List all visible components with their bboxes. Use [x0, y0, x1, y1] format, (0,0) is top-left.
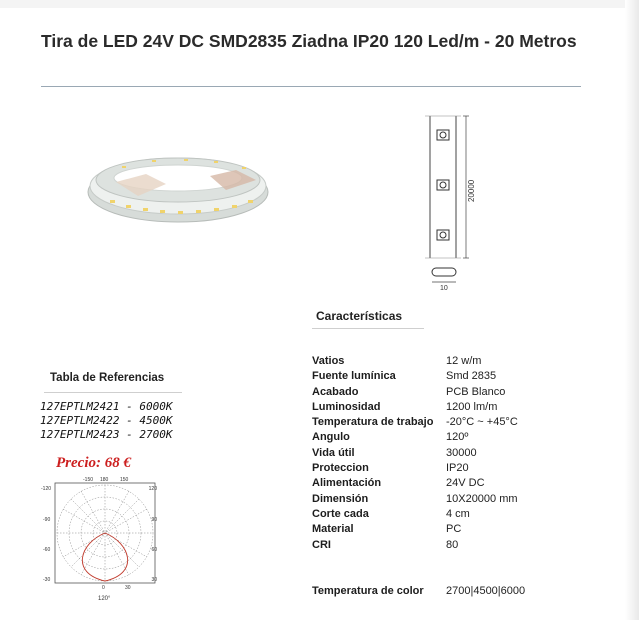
spec-row	[312, 492, 612, 507]
references-heading: Tabla de Referencias	[50, 372, 165, 384]
features-divider	[312, 328, 424, 329]
spec-row	[312, 415, 612, 430]
polar-tick-label: 120	[148, 486, 157, 492]
spec-value: PCB Blanco	[446, 385, 506, 398]
color-temperature-label: Temperatura de color	[312, 585, 424, 597]
spec-label: Proteccion	[312, 462, 369, 475]
specs-table	[312, 354, 612, 553]
spec-value: -20°C ~ +45°C	[446, 416, 518, 429]
spec-value: 80	[446, 538, 459, 551]
spec-value: 1200 lm/m	[446, 400, 498, 413]
spec-label: CRI	[312, 538, 331, 551]
led-strip-reel-image	[86, 150, 286, 235]
technical-drawing	[410, 110, 510, 300]
spec-label: Alimentación	[312, 477, 382, 490]
polar-tick-label: 0	[102, 585, 105, 591]
polar-tick-label: -150	[83, 477, 94, 483]
spec-row	[312, 430, 612, 445]
polar-caption: 120°	[98, 596, 111, 602]
polar-tick-label: 60	[151, 547, 157, 553]
reference-item: 127EPTLM2421 - 6000K	[40, 400, 173, 413]
spec-row	[312, 476, 612, 491]
polar-tick-label: -120	[41, 486, 52, 492]
spec-value: 24V DC	[446, 477, 485, 490]
spec-label: Fuente lumínica	[312, 370, 396, 383]
top-border	[0, 0, 639, 8]
polar-tick-label: -60	[43, 547, 51, 553]
spec-value: 120º	[446, 431, 469, 444]
spec-value: 10X20000 mm	[446, 492, 518, 505]
polar-distribution-diagram	[40, 473, 160, 608]
polar-tick-label: 30	[125, 585, 131, 591]
spec-value: Smd 2835	[446, 370, 497, 383]
spec-value: PC	[446, 523, 462, 536]
length-dimension-label: 20000	[467, 179, 476, 202]
features-heading: Características	[316, 309, 403, 323]
polar-tick-label: 150	[120, 477, 129, 483]
polar-tick-label: 180	[100, 477, 109, 483]
spec-label: Vida útil	[312, 446, 355, 459]
spec-label: Dimensión	[312, 492, 369, 505]
spec-label: Angulo	[312, 431, 350, 444]
title-divider	[41, 86, 581, 87]
spec-value: 30000	[446, 446, 477, 459]
references-divider	[44, 392, 182, 393]
spec-label: Acabado	[312, 385, 359, 398]
polar-tick-label: 30	[151, 577, 157, 583]
spec-row	[312, 461, 612, 476]
right-border	[625, 0, 639, 620]
reference-item: 127EPTLM2423 - 2700K	[40, 428, 173, 441]
polar-tick-label: 90	[151, 517, 157, 523]
spec-row	[312, 400, 612, 415]
spec-row	[312, 522, 612, 537]
spec-value: 4 cm	[446, 507, 470, 520]
spec-row	[312, 507, 612, 522]
polar-tick-label: -30	[43, 577, 51, 583]
polar-tick-label: -90	[43, 517, 51, 523]
spec-row	[312, 369, 612, 384]
reference-item: 127EPTLM2422 - 4500K	[40, 414, 173, 427]
spec-label: Corte cada	[312, 507, 369, 520]
spec-row	[312, 354, 612, 369]
references-list	[40, 400, 172, 442]
color-temperature-value: 2700|4500|6000	[446, 585, 526, 597]
width-dimension-label: 10	[440, 285, 448, 292]
spec-value: IP20	[446, 462, 469, 475]
spec-label: Material	[312, 523, 354, 536]
color-temperature-row	[312, 584, 525, 598]
spec-label: Luminosidad	[312, 400, 381, 413]
spec-label: Vatios	[312, 355, 345, 367]
spec-value: 12 w/m	[446, 355, 482, 367]
price-label: Precio: 68 €	[56, 455, 131, 471]
spec-row	[312, 538, 612, 553]
spec-row	[312, 446, 612, 461]
spec-row	[312, 385, 612, 400]
product-title: Tira de LED 24V DC SMD2835 Ziadna IP20 120 Led/m - 20 Metros	[41, 31, 577, 51]
spec-label: Temperatura de trabajo	[312, 416, 434, 429]
